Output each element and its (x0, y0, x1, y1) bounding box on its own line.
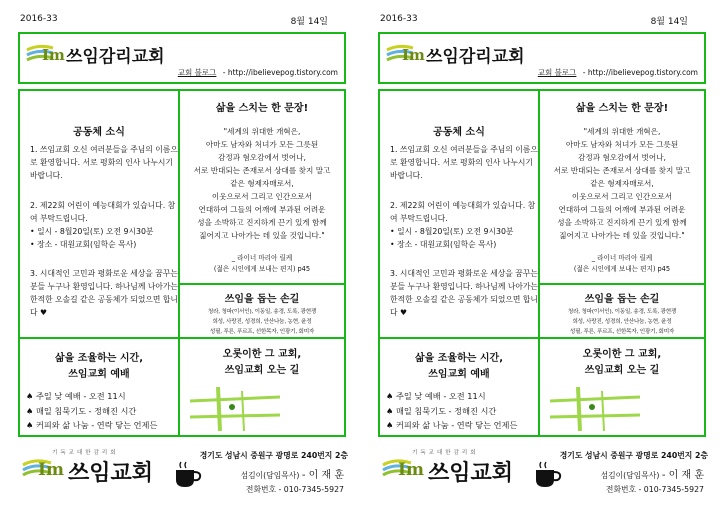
names-line: 성필, 푸른, 푸르프, 선한목자, 인광기, 회미자 (209, 329, 315, 335)
header-box (378, 32, 706, 84)
helping-hands-title: 쓰임을 돕는 손길 (224, 294, 300, 305)
quote-line: 서로 반대되는 존재로서 상대를 찾지 말고 (553, 166, 691, 175)
worship-row (386, 418, 542, 433)
footer-info (530, 448, 708, 498)
quote-line: 같은 형제자매로서, (230, 179, 294, 188)
worship-row (26, 404, 182, 419)
quote-body (184, 125, 340, 242)
worship-title (20, 351, 178, 383)
quote-line: 감정과 혐오감에서 벗어나, (578, 153, 666, 162)
quote-line: 연대하여 그들의 어깨에 부과된 어려운 (198, 205, 326, 214)
footer-logo-im: Im (398, 460, 424, 480)
news-box (378, 89, 540, 339)
church-logo (386, 42, 536, 68)
footer-info (170, 448, 348, 498)
footer-logo-im: Im (38, 460, 64, 480)
worship-title-line1: 삶을 조율하는 시간, (414, 353, 504, 364)
quote-title: 삶을 스치는 한 문장! (215, 103, 309, 114)
quote-source: (젊은 시인에게 보내는 편지) p45 (573, 265, 671, 273)
footer-church-name: 쓰임교회 (428, 461, 514, 486)
directions-title-line1: 오롯이한 그 교회, (582, 349, 662, 360)
worship-title-line1: 삶을 조율하는 시간, (54, 353, 144, 364)
coffee-cup-icon (172, 460, 202, 490)
footer-logo (380, 448, 530, 494)
directions-title-line2: 쓰임교회 오는 길 (584, 365, 660, 376)
quote-attribution (544, 253, 700, 275)
pastor-label: 섬김이(담임목사) (600, 471, 660, 480)
news-title: 공동체 소식 (73, 127, 125, 138)
quote-author: _ 라이너 마리아 릴케 (231, 254, 293, 262)
quote-body (544, 125, 700, 242)
news-detail-time: • 일시 - 8월20일(토) 오전 9시30분 (30, 227, 154, 236)
pastor-line (241, 466, 344, 481)
bulletin-date: 8월 14일 (290, 17, 328, 27)
footer-tagline: 기독교대한감리회 (52, 450, 119, 456)
church-name: 쓰임감리교회 (66, 47, 165, 67)
news-item-1: 1. 쓰임교회 오신 여러분들을 주님의 이름으로 환영합니다. 서로 평화의 인사 나누시기 바랍니다. (30, 145, 178, 180)
helping-hands-box (538, 283, 706, 339)
quote-line: 이웃으로서 그리고 인간으로서 (211, 192, 313, 201)
footer-logo (20, 448, 170, 494)
worship-row (386, 389, 542, 404)
church-phone: 전화번호 - 010-7345-5927 (605, 485, 704, 494)
quote-line: 같은 형제자매로서, (590, 179, 654, 188)
header-box (18, 32, 346, 84)
quote-line: 아마도 남자와 처녀가 모든 그릇된 (565, 140, 679, 149)
worship-time: - 연락 닿는 언제든 (91, 420, 158, 430)
worship-name: 매일 침묵기도 (395, 405, 447, 416)
news-item-3: 3. 시대적인 고민과 평화로운 세상을 꿈꾸는 분들 누구나 환영입니다. 하나님께 나아가는 한적한 오솔길 같은 공동체가 되었으면 합니다 ♥ (390, 269, 538, 317)
pastor-label: 섬김이(담임목사) (240, 471, 300, 480)
quote-line: 짊어지고 나아가는 데 있을 것입니다." (199, 231, 325, 240)
spade-icon: ♠ (26, 420, 34, 430)
issue-number: 2016-33 (20, 14, 58, 24)
blog-url[interactable]: http://ibelievepog.tistory.com (227, 68, 338, 77)
worship-time: - 정해진 시간 (88, 405, 137, 416)
worship-row (386, 404, 542, 419)
news-item-2: 2. 제22회 어린이 예능대회가 있습니다. 참여 부탁드립니다. (390, 201, 536, 223)
quote-line: 이웃으로서 그리고 인간으로서 (571, 192, 673, 201)
blog-link-line (538, 67, 698, 78)
map-icon (190, 387, 280, 431)
bulletin-date: 8월 14일 (650, 17, 688, 27)
church-name: 쓰임감리교회 (426, 47, 525, 67)
pastor-line (601, 466, 704, 481)
issue-number: 2016-33 (380, 14, 418, 24)
worship-title-line2: 쓰임교회 예배 (428, 369, 490, 380)
directions-box (538, 337, 706, 437)
news-item-1: 1. 쓰임교회 오신 여러분들을 주님의 이름으로 환영합니다. 서로 평화의 인사 나누시기 바랍니다. (390, 145, 538, 180)
names-line: 희성, 사랑진, 성경희, 안산나눔, 농현, 윤정 (212, 319, 312, 325)
pastor-name: - 이 재 훈 (661, 470, 704, 481)
directions-title-line1: 오롯이한 그 교회, (222, 349, 302, 360)
worship-time: - 연락 닿는 언제든 (451, 420, 518, 430)
worship-time: - 오전 11시 (83, 391, 126, 401)
worship-box (18, 337, 180, 437)
helping-hands-box (178, 283, 346, 339)
worship-time: - 오전 11시 (443, 391, 486, 401)
spade-icon: ♠ (386, 420, 394, 430)
quote-line: "세계의 위대한 개혁은, (583, 127, 661, 136)
directions-title-line2: 쓰임교회 오는 길 (224, 365, 300, 376)
helping-hands-names (186, 307, 338, 337)
names-line: 희성, 사랑진, 성경희, 안산나눔, 농현, 윤정 (572, 319, 672, 325)
logo-im: Im (42, 46, 65, 64)
directions-box (178, 337, 346, 437)
spade-icon: ♠ (386, 405, 394, 416)
quote-line: 감정과 혐오감에서 벗어나, (218, 153, 306, 162)
helping-hands-names (546, 307, 698, 337)
news-title: 공동체 소식 (433, 127, 485, 138)
spade-icon: ♠ (26, 391, 34, 401)
quote-line: 짊어지고 나아가는 데 있을 것입니다." (559, 231, 685, 240)
top-row (374, 14, 718, 28)
worship-time: - 정해진 시간 (448, 405, 497, 416)
directions-title (540, 347, 704, 379)
blog-label: 교회 블로그 (537, 68, 577, 77)
directions-title (180, 347, 344, 379)
worship-name: 매일 침묵기도 (35, 405, 87, 416)
quote-box (178, 89, 346, 285)
quote-box (538, 89, 706, 285)
quote-line: 연대하여 그들의 어깨에 부과된 어려운 (558, 205, 686, 214)
quote-line: 성을 소박하고 진지하게 끈기 있게 함께 (197, 218, 327, 227)
church-address: 경기도 성남시 중원구 광명로 240번지 2층 (199, 451, 348, 460)
logo-im: Im (402, 46, 425, 64)
blog-url[interactable]: http://ibelievepog.tistory.com (587, 68, 698, 77)
pastor-name: - 이 재 훈 (301, 470, 344, 481)
coffee-cup-icon (532, 460, 562, 490)
quote-attribution (184, 253, 340, 275)
quote-line: 아마도 남자와 처녀가 모든 그릇된 (205, 140, 319, 149)
names-line: 청라, 청파(이서인), 이동일, 송경, 도록, 광현쟁 (207, 309, 317, 315)
top-row (14, 14, 358, 28)
worship-row (26, 418, 182, 433)
worship-box (378, 337, 540, 437)
worship-title-line2: 쓰임교회 예배 (68, 369, 130, 380)
bulletin-page-right (374, 0, 718, 508)
church-phone: 전화번호 - 010-7345-5927 (245, 485, 344, 494)
footer-church-name: 쓰임교회 (68, 461, 154, 486)
worship-name: 커피와 삶 나눔 (395, 420, 449, 430)
bulletin-page-left (14, 0, 358, 508)
church-logo (26, 42, 176, 68)
blog-link-line (178, 67, 338, 78)
blog-separator: - (582, 68, 586, 77)
spade-icon: ♠ (386, 391, 394, 401)
blog-label: 교회 블로그 (177, 68, 217, 77)
quote-line: "세계의 위대한 개혁은, (223, 127, 301, 136)
worship-name: 커피와 삶 나눔 (35, 420, 89, 430)
news-box (18, 89, 180, 339)
worship-row (26, 389, 182, 404)
quote-line: 서로 반대되는 존재로서 상대를 찾지 말고 (193, 166, 331, 175)
worship-name: 주일 낮 예배 (395, 391, 441, 401)
blog-separator: - (222, 68, 226, 77)
worship-schedule (386, 389, 542, 433)
news-detail-place: • 장소 - 대원교회(임학순 목사) (390, 240, 497, 249)
worship-schedule (26, 389, 182, 433)
church-address: 경기도 성남시 중원구 광명로 240번지 2층 (559, 451, 708, 460)
news-detail-time: • 일시 - 8월20일(토) 오전 9시30분 (390, 227, 514, 236)
names-line: 청라, 청파(이서인), 이동일, 송경, 도록, 광현쟁 (567, 309, 677, 315)
worship-name: 주일 낮 예배 (35, 391, 81, 401)
footer-tagline: 기독교대한감리회 (412, 450, 479, 456)
quote-line: 성을 소박하고 진지하게 끈기 있게 함께 (557, 218, 687, 227)
quote-title: 삶을 스치는 한 문장! (575, 103, 669, 114)
spade-icon: ♠ (26, 405, 34, 416)
news-detail-place: • 장소 - 대원교회(임학순 목사) (30, 240, 137, 249)
news-item-3: 3. 시대적인 고민과 평화로운 세상을 꿈꾸는 분들 누구나 환영입니다. 하나님께 나아가는 한적한 오솔길 같은 공동체가 되었으면 합니다 ♥ (30, 269, 178, 317)
news-item-2: 2. 제22회 어린이 예능대회가 있습니다. 참여 부탁드립니다. (30, 201, 176, 223)
names-line: 성필, 푸른, 푸르프, 선한목자, 인광기, 회미자 (569, 329, 675, 335)
worship-title (380, 351, 538, 383)
quote-author: _ 라이너 마리아 릴케 (591, 254, 653, 262)
map-icon (550, 387, 640, 431)
helping-hands-title: 쓰임을 돕는 손길 (584, 294, 660, 305)
quote-source: (젊은 시인에게 보내는 편지) p45 (213, 265, 311, 273)
